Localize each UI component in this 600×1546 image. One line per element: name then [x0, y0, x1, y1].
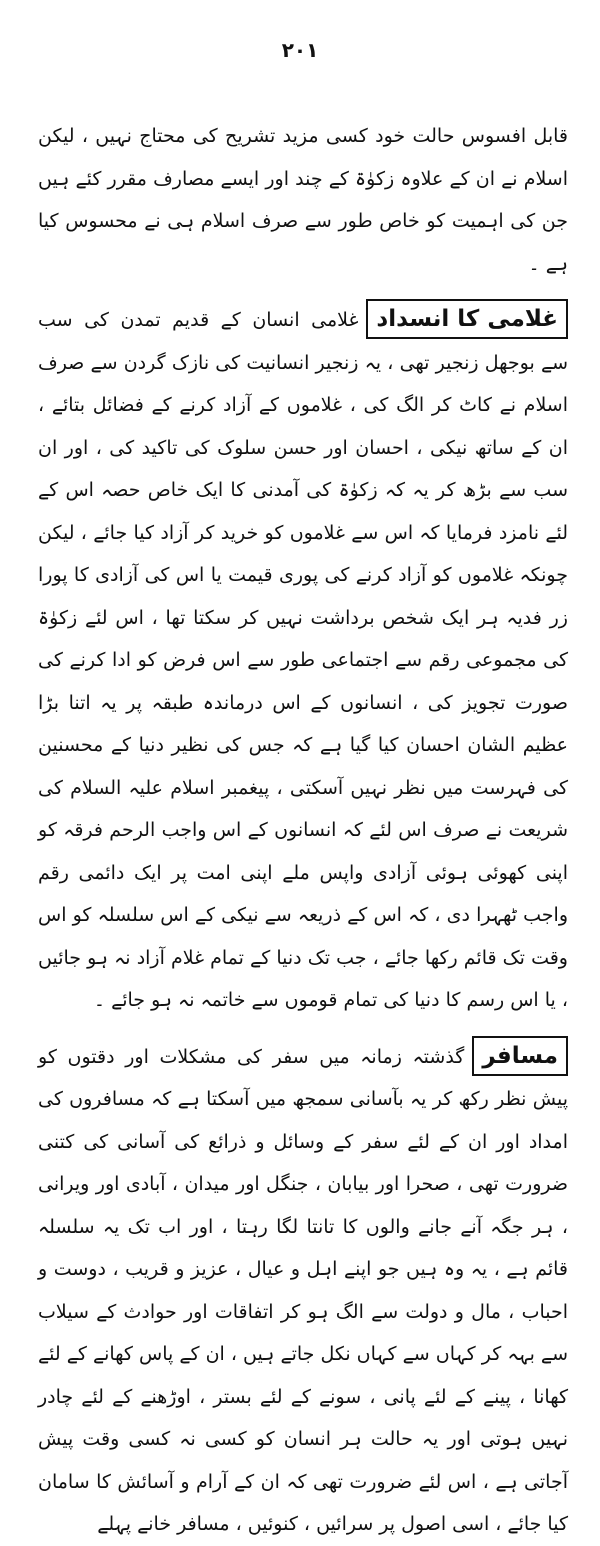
section-traveler: [38, 1036, 568, 1546]
section-heading-slavery: غلامی کا انسداد: [366, 299, 568, 339]
intro-paragraph: قابل افسوس حالت خود کسی مزید تشریح کی محتاج نہیں ، لیکن اسلام نے ان کے علاوہ زکوٰۃ کے چند اور ایسے مصارف مقرر کئے ہیں جن کی اہمیت کو خاص طور سے صرف اسلام ہی نے محسوس کیا ہے ۔: [38, 125, 568, 275]
section-heading-traveler: مسافر: [472, 1036, 568, 1076]
page-number: ۲۰۱: [281, 38, 319, 62]
section-text-traveler: گذشتہ زمانہ میں سفر کی مشکلات اور دقتوں کو پیش نظر رکھ کر یہ بآسانی سمجھ میں آسکتا ہے کہ مسافروں کی امداد اور ان کے لئے سفر کے وسائل و ذرائع کی آسانی کی کتنی ضرورت تھی ، صحرا اور بیابان ، جنگل اور میدان ، آبادی اور ویرانی ، ہر جگہ آنے جانے والوں کا تانتا لگا رہتا ، اور اب تک یہ سلسلہ قائم ہے ، یہ وہ ہیں جو اپنے اہل و عیال ، عزیز و قریب ، دوست و احباب ، مال و دولت سے الگ ہو کر اتفاقات اور حوادث کے سیلاب سے بہہ کر کہاں سے کہاں نکل جاتے ہیں ، ان کے پاس کھانے کے لئے کھانا ، پینے کے لئے پانی ، سونے کے لئے بستر ، اوڑھنے کے لئے چادر نہیں ہوتی اور یہ حالت ہر انسان کو کسی نہ کسی وقت پیش آجاتی ہے ، اس لئے ضرورت تھی کہ ان کے آرام و آسائش کا سامان کیا جائے ، اسی اصول پر سرائیں ، کنوئیں ، مسافر خانے پہلے: [38, 1045, 568, 1535]
paragraph-gap: [38, 285, 568, 299]
document-body: [38, 115, 568, 1546]
section-slavery: [38, 299, 568, 1022]
paragraph-gap: [38, 1022, 568, 1036]
section-text-slavery: غلامی انسان کے قدیم تمدن کی سب سے بوجھل زنجیر تھی ، یہ زنجیر انسانیت کی نازک گردن سے صرف اسلام نے کاٹ کر الگ کی ، غلاموں کے آزاد کرنے کے فضائل بتائے ، ان کے ساتھ نیکی ، احسان اور حسن سلوک کی تاکید کی ، اور ان سب سے بڑھ کر یہ کہ زکوٰۃ کی آمدنی کا ایک خاص حصہ اس کے لئے نامزد فرمایا کہ اس سے غلاموں کو خرید کر آزاد کیا جائے ، لیکن چونکہ غلاموں کو آزاد کرنے کی پوری قیمت یا اس کی آزادی کا پورا زر فدیہ ہر ایک شخص برداشت نہیں کر سکتا تھا ، اس لئے زکوٰۃ کی مجموعی رقم سے اجتماعی طور سے اس فرض کو ادا کرنے کی صورت تجویز کی ، انسانوں کے اس درماندہ طبقہ پر یہ اتنا بڑا عظیم الشان احسان کیا گیا ہے کہ جس کی نظیر دنیا کے محسنین کی فہرست میں نظر نہیں آسکتی ، پیغمبر اسلام علیہ السلام کی شریعت نے صرف اس لئے کہ انسانوں کے اس واجب الرحم فرقہ کو اپنی کھوئی ہوئی آزادی واپس ملے اپنی امت پر ایک دائمی رقم واجب ٹھہرا دی ، کہ اس کے ذریعہ سے نیکی کے اس سلسلہ کو اس وقت تک قائم رکھا جائے ، جب تک دنیا کے تمام غلام آزاد نہ ہو جائیں ، یا اس رسم کا دنیا کی تمام قوموں سے خاتمہ نہ ہو جائے ۔: [38, 309, 568, 1011]
